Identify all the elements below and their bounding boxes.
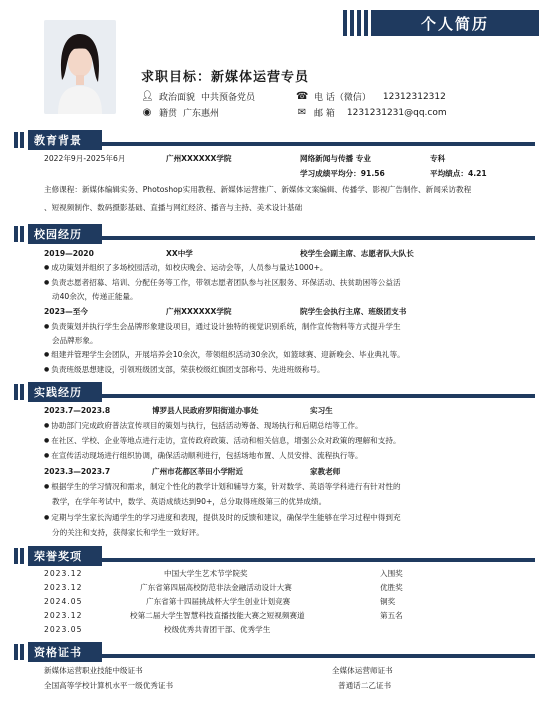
education-gpa: 平均绩点：4.21 bbox=[430, 169, 487, 178]
campus-org: XX中学 bbox=[166, 249, 193, 258]
honor-date: 2023.12 bbox=[44, 583, 83, 592]
cert-item: 新媒体运营职业技能中级证书 bbox=[44, 666, 143, 675]
header-bar bbox=[343, 10, 347, 36]
education-score: 学习成绩平均分：91.56 bbox=[300, 169, 385, 178]
resume-title: 个人简历 bbox=[371, 10, 539, 36]
campus-point: ● 负责班级思想建设，引领班级团支部，荣获校级红旗团支部称号、先进班级称号。 bbox=[44, 364, 533, 377]
email-row bbox=[296, 106, 447, 119]
cert-item: 全媒体运营师证书 bbox=[332, 666, 393, 675]
practice-org: 博罗县人民政府罗阳街道办事处 bbox=[152, 406, 259, 415]
honor-date: 2024.05 bbox=[44, 597, 83, 606]
honor-name: 广东省第四届高校防范非法金融活动设计大赛 bbox=[140, 583, 292, 592]
honor-date: 2023.05 bbox=[44, 625, 83, 634]
campus-point: ● 组建并管理学生会团队，开展培养会10余次，带领组织活动30余次，如篮球赛、迎新晚会、毕业典礼等。 bbox=[44, 349, 533, 362]
practice-point-cont: 教学，在学年考试中，数学、英语成绩达到90+，总分取得班级第三的优异成绩。 bbox=[52, 497, 327, 506]
campus-org: 广州XXXXXX学院 bbox=[166, 307, 232, 316]
honor-level: 第五名 bbox=[380, 611, 403, 620]
profile-photo bbox=[44, 20, 116, 114]
section-certs bbox=[14, 642, 535, 662]
phone-icon: ☎ bbox=[296, 91, 309, 102]
campus-period: 2023—至今 bbox=[44, 307, 88, 316]
practice-role: 实习生 bbox=[310, 406, 333, 415]
campus-point: ● 负责策划并执行学生会品牌形象建设项目，通过设计独特的视觉识别系统，制作宣传物料等方式提升学生 bbox=[44, 321, 533, 334]
campus-point-cont: 动40余次，传递正能量。 bbox=[52, 292, 138, 301]
practice-period: 2023.3—2023.7 bbox=[44, 467, 111, 476]
honor-level: 铜奖 bbox=[380, 597, 396, 606]
practice-period: 2023.7—2023.8 bbox=[44, 406, 111, 415]
section-title: 荣誉奖项 bbox=[28, 546, 102, 566]
phone-value: 12312312312 bbox=[382, 91, 446, 102]
cert-item: 全国高等学校计算机水平一级优秀证书 bbox=[44, 681, 174, 690]
header-bar bbox=[364, 10, 368, 36]
honor-name: 校第二届大学生智慧科技直播技能大赛之短视频赛道 bbox=[130, 611, 305, 620]
practice-point: ● 根据学生的学习情况和需求，制定个性化的教学计划和辅导方案，针对数学、英语等学科进行有针对性的 bbox=[44, 481, 533, 494]
political-row bbox=[141, 90, 255, 103]
honor-level: 优胜奖 bbox=[380, 583, 403, 592]
phone-label: 电 话（微信） bbox=[314, 93, 371, 103]
campus-role: 校学生会副主席、志愿者队大队长 bbox=[300, 249, 414, 258]
education-major: 网络新闻与传播 专业 bbox=[300, 154, 371, 163]
education-period: 2022年9月-2025年6月 bbox=[44, 154, 126, 163]
section-honors bbox=[14, 546, 535, 566]
campus-point: ● 负责志愿者招募、培训、分配任务等工作，带领志愿者团队参与社区服务、环保活动、扶贫助困等公益活 bbox=[44, 277, 533, 290]
origin-label: 籍贯 bbox=[159, 109, 178, 119]
practice-point: ● 协助部门完成政府普法宣传项目的策划与执行，包括活动筹备、现场执行和后期总结等工作。 bbox=[44, 420, 533, 433]
campus-period: 2019—2020 bbox=[44, 249, 94, 258]
education-courses: 主修课程：新媒体编辑实务、Photoshop实用教程、新媒体运营推广、新媒体文案编辑、传播学、影视广告制作、新闻采访教程 bbox=[44, 185, 472, 194]
section-campus bbox=[14, 224, 535, 244]
education-degree: 专科 bbox=[430, 154, 446, 163]
political-label: 政治面貌 bbox=[159, 93, 196, 103]
honor-name: 中国大学生艺术节学院奖 bbox=[164, 569, 248, 578]
section-education bbox=[14, 130, 535, 150]
honor-name: 广东省第十四届挑战杯大学生创业计划竞赛 bbox=[146, 597, 291, 606]
job-objective: 求职目标：新媒体运营专员 bbox=[141, 70, 310, 85]
section-title: 校园经历 bbox=[28, 224, 102, 244]
header-banner bbox=[343, 10, 539, 36]
practice-role: 家教老师 bbox=[310, 467, 341, 476]
practice-point-cont: 分的关注和支持，获得家长和学生一致好评。 bbox=[52, 528, 204, 537]
education-courses-cont: 、短视频制作、数码摄影基础、直播与网红经济、播音与主持、美术设计基础 bbox=[44, 203, 303, 212]
header-bar bbox=[357, 10, 361, 36]
cert-item: 普通话二乙证书 bbox=[338, 681, 392, 690]
political-value: 中共预备党员 bbox=[201, 93, 256, 103]
honor-date: 2023.12 bbox=[44, 569, 83, 578]
portrait-image bbox=[44, 20, 116, 114]
practice-point: ● 在宣传活动现场进行组织协调，确保活动顺利进行，包括场地布置、人员安排、流程执行等。 bbox=[44, 450, 533, 463]
person-icon: 👤︎ bbox=[141, 91, 154, 102]
section-practice bbox=[14, 382, 535, 402]
practice-org: 广州市花都区莘田小学附近 bbox=[152, 467, 244, 476]
phone-row bbox=[296, 90, 446, 103]
honor-name: 校级优秀共青团干部、优秀学生 bbox=[164, 625, 271, 634]
email-value: 1231231231@qq.com bbox=[346, 107, 447, 118]
email-label: 邮 箱 bbox=[314, 109, 335, 119]
honor-date: 2023.12 bbox=[44, 611, 83, 620]
campus-role: 院学生会执行主席、班级团支书 bbox=[300, 307, 407, 316]
campus-point: ● 成功策划并组织了多场校园活动，如校庆晚会、运动会等，人员参与量达1000+。 bbox=[44, 262, 533, 275]
practice-point: ● 定期与学生家长沟通学生的学习进度和表现，提供及时的反馈和建议，确保学生能够在学习过程中得到充 bbox=[44, 512, 533, 525]
honor-level: 入围奖 bbox=[380, 569, 403, 578]
mail-icon: ✉ bbox=[297, 107, 307, 118]
education-school: 广州XXXXXX学院 bbox=[166, 154, 232, 163]
section-title: 实践经历 bbox=[28, 382, 102, 402]
header-bar bbox=[350, 10, 354, 36]
practice-point: ● 在社区、学校、企业等地点进行走访，宣传政府政策、活动和相关信息，增强公众对政策的理解和支持。 bbox=[44, 435, 533, 448]
section-title: 教育背景 bbox=[28, 130, 102, 150]
section-title: 资格证书 bbox=[28, 642, 102, 662]
origin-value: 广东惠州 bbox=[183, 109, 220, 119]
location-pin-icon: ◉ bbox=[142, 107, 152, 118]
campus-point-cont: 会品牌形象。 bbox=[52, 336, 98, 345]
origin-row bbox=[141, 106, 219, 119]
